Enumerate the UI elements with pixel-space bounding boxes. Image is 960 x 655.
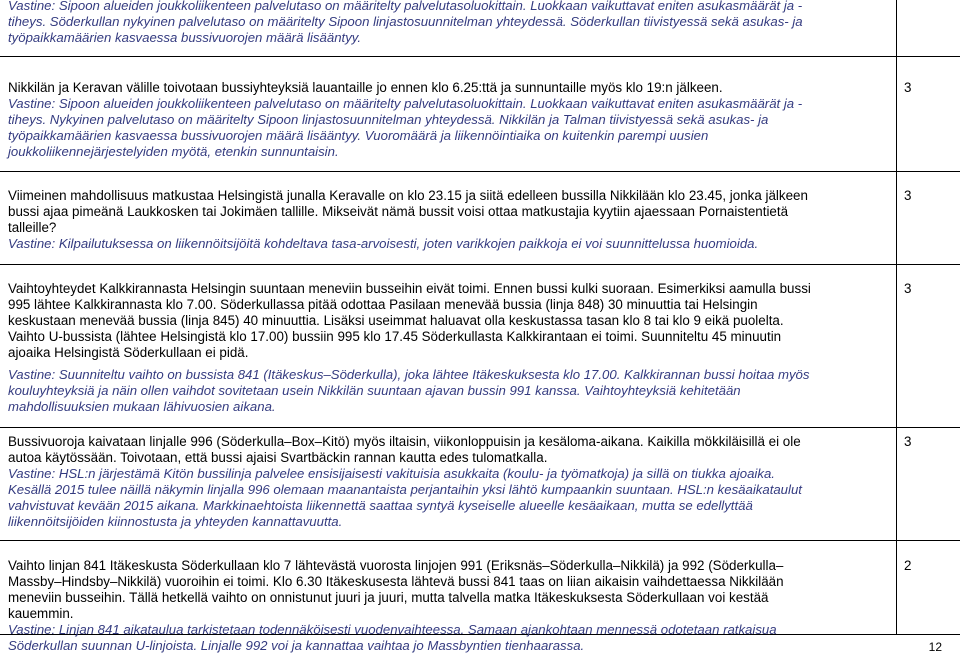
feedback-text: Viimeinen mahdollisuus matkustaa Helsingistä junalla Keravalle on klo 23.15 ja siitä edelleen bussilla Nikkilään klo 23.45, jonka jälkeen bussi ajaa pimeänä Laukkosken tai Jokimäen tallille. Mikseivät nämä bussit voisi ottaa matkustajia kyytiin ajaessaan Pornaistentietä talleille? [8, 188, 808, 235]
page-number: 12 [928, 640, 942, 654]
feedback-cell [8, 281, 820, 415]
feedback-cell [8, 0, 820, 46]
response-text: Vastine: Sipoon alueiden joukkoliikenteen palvelutaso on määritelty palvelutasoluokittain. Luokkaan vaikuttavat eniten asukasmäärät ja -tiheys. Söderkullan nykyinen palvelutaso on määritelty Sipoon linjastosuunnitelman yhteydessä. Söderkullan tiivistyessä sekä asukas- ja työpaikkamäärien kasvaessa bussivuorojen määrä lisääntyy. [8, 0, 803, 45]
table-row [0, 172, 960, 265]
feedback-text: Vaihto linjan 841 Itäkeskusta Söderkullaan klo 7 lähtevästä vuorosta linjojen 991 (Eriksnäs–Söderkulla–Nikkilä) ja 992 (Söderkulla–Massby–Hindsby–Nikkilä) vuoroihin ei toimi. Klo 6.30 Itäkeskusesta lähtevä bussi 841 taas on liian aikaisin vaihdettaessa Nikkilään meneviin busseihin. Tällä hetkellä vaihto on onnistunut juuri ja juuri, mutta talvella matka Itäkeskuksesta Söderkullaan voi kestää kauemmin. [8, 558, 784, 621]
score-cell: 3 [904, 188, 912, 203]
feedback-cell [8, 434, 820, 530]
feedback-cell [8, 188, 820, 252]
score-cell: 2 [904, 558, 912, 573]
response-text: Vastine: Linjan 841 aikataulua tarkistetaan todennäköisesti vuodenvaihteessa. Samaan ajankohtaan mennessä odotetaan ratkaisua Söderkullan suunnan U-linjoista. Linjalle 992 voi ja kannattaa vaihtaa jo Massbyntien tienhaarassa. [8, 622, 777, 653]
feedback-cell [8, 558, 820, 654]
table-row [0, 265, 960, 428]
feedback-cell [8, 80, 820, 160]
score-cell: 3 [904, 434, 912, 449]
score-cell: 3 [904, 80, 912, 95]
response-text: Vastine: HSL:n järjestämä Kitön bussilinja palvelee ensisijaisesti vakituisia asukkaita (koulu- ja työmatkoja) ja sillä on tiukka ajoaika. Kesällä 2015 tulee näillä näkymin linjalla 996 olemaan maanantaista perjantaihin yksi lähtö kumpaankin suuntaan. HSL:n kesäaikataulut vahvistuvat kevään 2015 aikana. Markkinaehtoista liikennettä saattaa syntyä kyseiselle alueelle kesäaikaan, mutta se edellyttää liikennöitsijöiden kiinnostusta ja yhteyden kannattavuutta. [8, 466, 802, 529]
table-row [0, 428, 960, 541]
response-text: Vastine: Kilpailutuksessa on liikennöitsijöitä kohdeltava tasa-arvoisesti, joten varikkojen paikkoja ei voi suunnittelussa huomioida. [8, 236, 759, 251]
response-text: Vastine: Suunniteltu vaihto on bussista 841 (Itäkeskus–Söderkulla), joka lähtee Itäkeskuksesta klo 17.00. Kalkkirannan bussi hoitaa myös kouluyhteyksiä ja näin ollen vaihdot sovitetaan usein Nikkilän suuntaan ajavan bussin 991 kanssa. Vaihtoyhteyksiä kehitetään mahdollisuuksien mukaan lähivuosien aikana. [8, 367, 810, 414]
table-row [0, 57, 960, 172]
feedback-text: Bussivuoroja kaivataan linjalle 996 (Söderkulla–Box–Kitö) myös iltaisin, viikonloppuisin ja kesäloma-aikana. Kaikilla mökkiläisillä ei ole autoa käytössään. Toivotaan, että bussi ajaisi Svartbäckin rannan kautta edes tulomatkalla. [8, 434, 801, 465]
table-row [0, 0, 960, 57]
response-text: Vastine: Sipoon alueiden joukkoliikenteen palvelutaso on määritelty palvelutasoluokittain. Luokkaan vaikuttavat eniten asukasmäärät ja -tiheys. Nykyinen palvelutaso on määritelty Sipoon linjastosuunnitelman yhteydessä. Nikkilän ja Talman tiivistyessä sekä asukas- ja työpaikkamäärien kasvaessa bussivuorojen määrä lisääntyy. Vuoromäärä ja liikennöintiaika on kuitenkin parempi uusien joukkoliikennejärjestelyiden myötä, etenkin sunnuntaisin. [8, 96, 803, 159]
feedback-text: Vaihtoyhteydet Kalkkirannasta Helsingin suuntaan meneviin busseihin eivät toimi. Ennen bussi kulki suoraan. Esimerkiksi aamulla bussi 995 lähtee Kalkkirannasta klo 7.00. Söderkullassa pitää odottaa Pasilaan menevää bussia (linja 848) 30 minuuttia tai Helsingin keskustaan menevää bussia (linja 845) 40 minuuttia. Lisäksi useimmat haluavat olla keskustassa tasan klo 8 tai klo 9 eikä puolelta. Vaihto U-bussista (lähtee Helsingistä klo 17.00) bussiin 995 klo 17.45 Söderkullasta Kalkkirantaan ei toimi. Suunniteltu 45 minuutin ajoaika Helsingistä Söderkullaan ei pidä. [8, 281, 811, 360]
feedback-text: Nikkilän ja Keravan välille toivotaan bussiyhteyksiä lauantaille jo ennen klo 6.25:ttä ja sunnuntaille myös klo 19:n jälkeen. [8, 80, 723, 95]
score-cell: 3 [904, 281, 912, 296]
